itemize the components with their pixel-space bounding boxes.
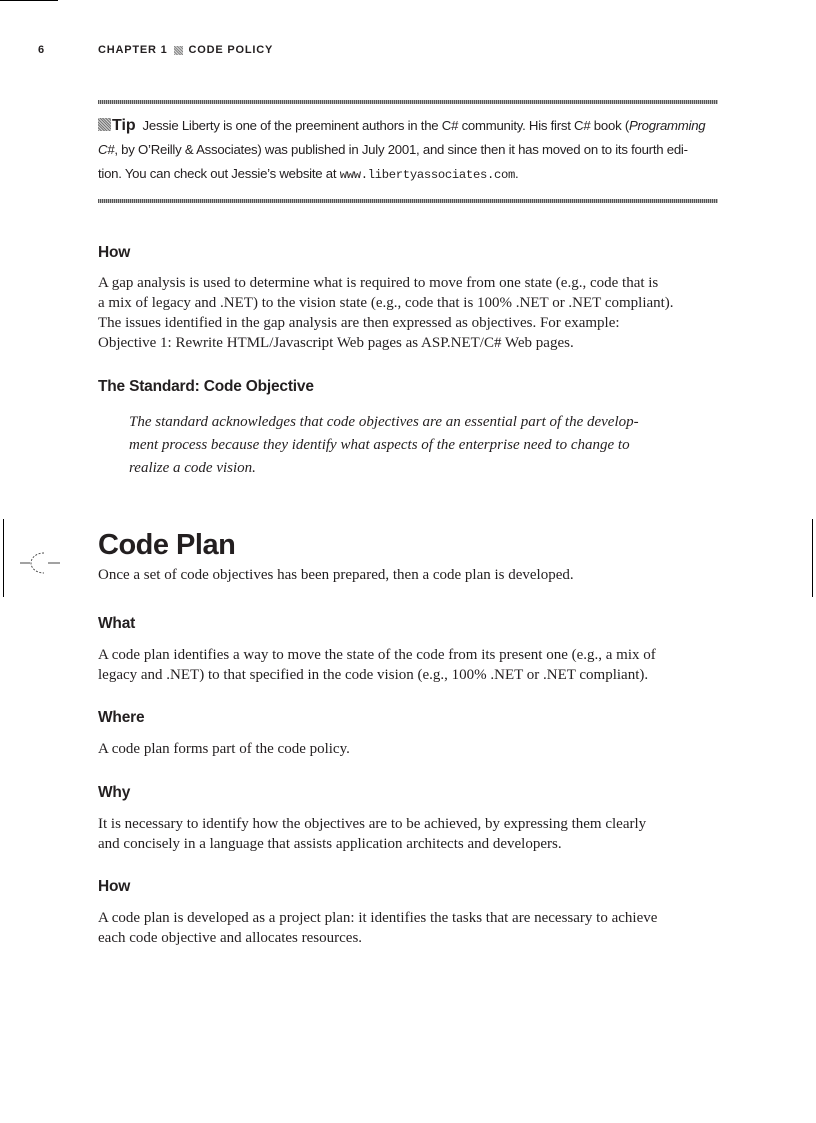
crop-mark-right bbox=[812, 519, 813, 597]
tip-text-3: tion. You can check out Jessie’s website at bbox=[98, 166, 340, 181]
why-heading: Why bbox=[98, 784, 131, 801]
how-plan-line-1: A code plan is developed as a project plan: it identifies the tasks that are necessary to achieve bbox=[98, 910, 658, 926]
tip-url: www.libertyassociates.com bbox=[339, 168, 516, 182]
running-header bbox=[38, 42, 273, 58]
chapter-title: CODE POLICY bbox=[188, 44, 274, 56]
standard-quote bbox=[129, 411, 709, 480]
what-paragraph bbox=[98, 645, 722, 685]
how-plan-line-2: each code objective and allocates resources. bbox=[98, 930, 363, 946]
tip-box bbox=[98, 114, 720, 187]
tip-rule-top bbox=[98, 100, 718, 104]
tip-label: Tip bbox=[112, 117, 136, 134]
how-paragraph bbox=[98, 273, 722, 353]
tip-text-4: . bbox=[515, 166, 519, 181]
page-number: 6 bbox=[38, 44, 45, 56]
tip-rule-bottom bbox=[98, 199, 718, 203]
chapter-label: CHAPTER 1 bbox=[98, 44, 168, 56]
how-plan-heading: How bbox=[98, 878, 131, 895]
registration-mark-icon bbox=[18, 549, 64, 577]
how-line-2: a mix of legacy and .NET) to the vision state (e.g., code that is 100% .NET or .NET compliant). bbox=[98, 295, 674, 311]
code-plan-intro: Once a set of code objectives has been prepared, then a code plan is developed. bbox=[98, 567, 574, 583]
tip-text-1: Jessie Liberty is one of the preeminent authors in the C# community. His first C# book ( bbox=[142, 118, 629, 133]
crop-mark-left bbox=[3, 519, 4, 597]
tip-square-icon bbox=[98, 118, 111, 131]
tip-book-title-2: C# bbox=[98, 142, 115, 157]
standard-heading: The Standard: Code Objective bbox=[98, 378, 314, 395]
how-plan-paragraph bbox=[98, 908, 722, 948]
where-line-1: A code plan forms part of the code policy. bbox=[98, 741, 350, 757]
how-line-1: A gap analysis is used to determine what is required to move from one state (e.g., code that is bbox=[98, 275, 659, 291]
where-heading: Where bbox=[98, 709, 145, 726]
how-line-4: Objective 1: Rewrite HTML/Javascript Web pages as ASP.NET/C# Web pages. bbox=[98, 335, 574, 351]
why-line-1: It is necessary to identify how the objectives are to be achieved, by expressing them clearly bbox=[98, 816, 647, 832]
what-line-2: legacy and .NET) to that specified in the code vision (e.g., 100% .NET or .NET compliant). bbox=[98, 667, 649, 683]
what-heading: What bbox=[98, 615, 136, 632]
standard-line-1: The standard acknowledges that code objectives are an essential part of the develop- bbox=[129, 414, 639, 430]
separator-square-icon bbox=[174, 46, 183, 55]
standard-line-2: ment process because they identify what aspects of the enterprise need to change to bbox=[129, 437, 630, 453]
section-title: Code Plan bbox=[98, 529, 236, 561]
where-paragraph bbox=[98, 739, 722, 759]
tip-book-title: Programming bbox=[628, 118, 706, 133]
why-line-2: and concisely in a language that assists application architects and developers. bbox=[98, 836, 562, 852]
why-paragraph bbox=[98, 814, 722, 854]
crop-mark-top bbox=[0, 0, 58, 1]
how-line-3: The issues identified in the gap analysis are then expressed as objectives. For example: bbox=[98, 315, 620, 331]
what-line-1: A code plan identifies a way to move the state of the code from its present one (e.g., a mix of bbox=[98, 647, 656, 663]
tip-text-2: , by O’Reilly & Associates) was published in July 2001, and since then it has moved on to its fourth edi- bbox=[114, 142, 688, 157]
standard-line-3: realize a code vision. bbox=[129, 460, 256, 476]
how-heading: How bbox=[98, 244, 131, 261]
